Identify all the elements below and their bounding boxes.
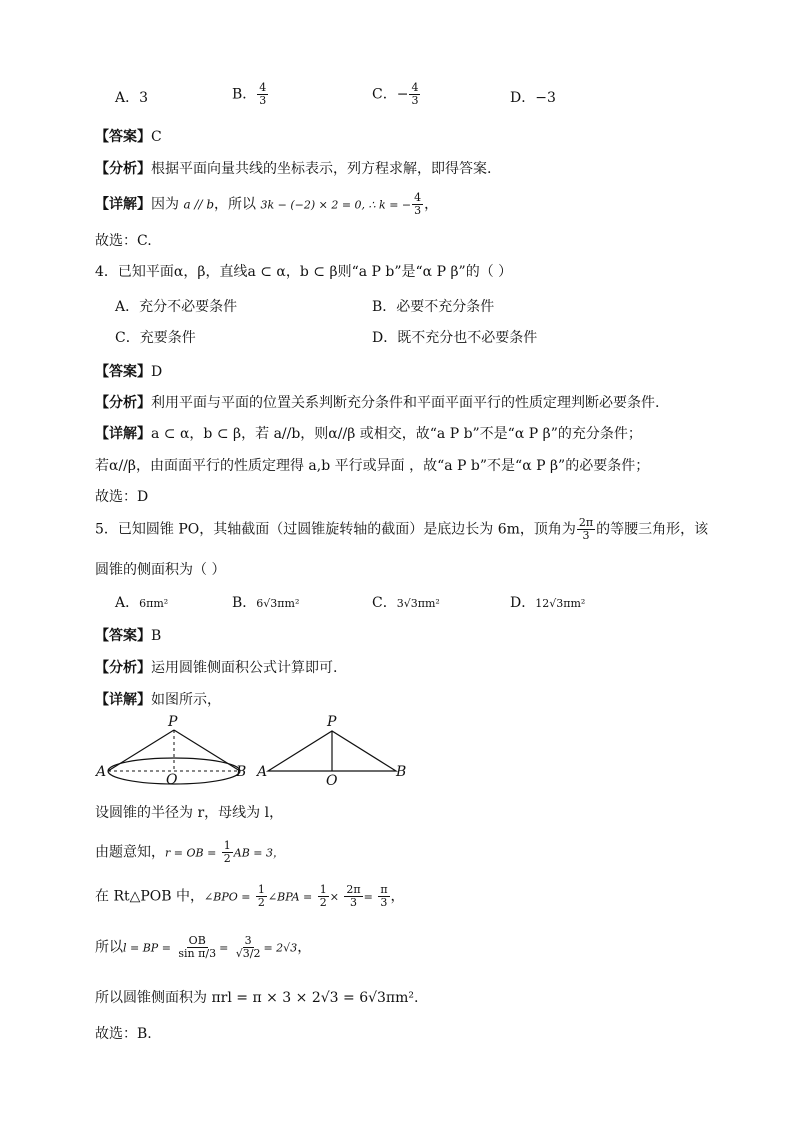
q5-conclusion: 故选：B. <box>95 1026 152 1042</box>
q4-stem: 4．已知平面α，β，直线a ⊂ α，b ⊂ β则“a P b”是“α P β”的（ ） <box>95 264 513 280</box>
q3-detail: 【详解】因为 a // b，所以 3k − (−2) × 2 = 0, ∴ k = − $\frac{4}{3}$ ， <box>95 191 439 217</box>
q3-option-b: B． $\frac{4}{3}$ <box>232 81 267 107</box>
q5-stem: 5．已知圆锥 PO，其轴截面（过圆锥旋转轴的截面）是底边长为 6m，顶角为 $\frac{2\pi}{3}$ 的等腰三角形，该 <box>95 516 709 542</box>
q4-conclusion: 故选：D <box>95 489 149 505</box>
q4-detail-continued: 若α//β，由面面平行的性质定理得 a,b 平行或异面 ，故“a P b”不是“α P β”的必要条件； <box>95 458 650 474</box>
triangle-label-o: O <box>326 773 338 789</box>
q4-option-c: C．充要条件 <box>115 330 196 346</box>
triangle-drawing <box>255 714 406 789</box>
cone-drawing <box>94 714 246 788</box>
q3-option-d: D．−3 <box>510 90 556 106</box>
cone-label-a: A <box>96 764 107 780</box>
q3-analysis: 【分析】根据平面向量共线的坐标表示，列方程求解，即得答案. <box>95 161 492 177</box>
triangle-label-a: A <box>257 764 268 780</box>
q3-option-a: A．3 <box>115 90 149 106</box>
cone-label-p: P <box>168 714 178 730</box>
cone-figure <box>90 712 420 792</box>
triangle-label-p: P <box>327 714 337 730</box>
q5-step-1: 设圆锥的半径为 r，母线为 l， <box>95 805 284 821</box>
q4-answer: 【答案】D <box>95 364 163 380</box>
q5-step-4: 所以l = BP = $\frac{OB}{\text{sin π/3}}$ = $\frac{3}{√3/2}$ = 2√3， <box>95 934 312 960</box>
q5-option-a: A．6πm² <box>115 595 169 611</box>
q5-detail: 【详解】如图所示， <box>95 692 221 708</box>
q3-answer: 【答案】C <box>95 129 162 145</box>
q5-analysis: 【分析】运用圆锥侧面积公式计算即可. <box>95 660 338 676</box>
q4-option-b: B．必要不充分条件 <box>372 299 495 315</box>
cone-label-o: O <box>166 772 178 788</box>
q5-step-3: 在 Rt△POB 中，∠BPO = $\frac{1}{2}$ ∠BPA = $\frac{1}{2}$ × $\frac{2\pi}{3}$ = $\frac{\pi}{3}$ ， <box>95 883 405 909</box>
q5-answer: 【答案】B <box>95 628 162 644</box>
q4-option-d: D．既不充分也不必要条件 <box>372 330 538 346</box>
q4-detail: 【详解】a ⊂ α，b ⊂ β，若 a//b，则α//β 或相交，故“a P b”不是“α P β”的充分条件； <box>95 426 642 442</box>
q4-analysis: 【分析】利用平面与平面的位置关系判断充分条件和平面平面平行的性质定理判断必要条件. <box>95 395 660 411</box>
q3-option-c: C．− $\frac{4}{3}$ <box>372 81 419 107</box>
q5-stem-continued: 圆锥的侧面积为（ ） <box>95 562 226 578</box>
triangle-label-b: B <box>396 764 407 780</box>
q4-option-a: A．充分不必要条件 <box>115 299 238 315</box>
q5-option-c: C．3√3πm² <box>372 595 440 611</box>
cone-label-b: B <box>236 764 247 780</box>
q5-option-b: B．6√3πm² <box>232 595 300 611</box>
q3-conclusion: 故选：C. <box>95 233 152 249</box>
q5-step-2: 由题意知，r = OB = $\frac{1}{2}$ AB = 3， <box>95 839 284 865</box>
q5-option-d: D．12√3πm² <box>510 595 586 611</box>
q5-step-5: 所以圆锥侧面积为 πrl = π × 3 × 2√3 = 6√3πm². <box>95 990 419 1006</box>
